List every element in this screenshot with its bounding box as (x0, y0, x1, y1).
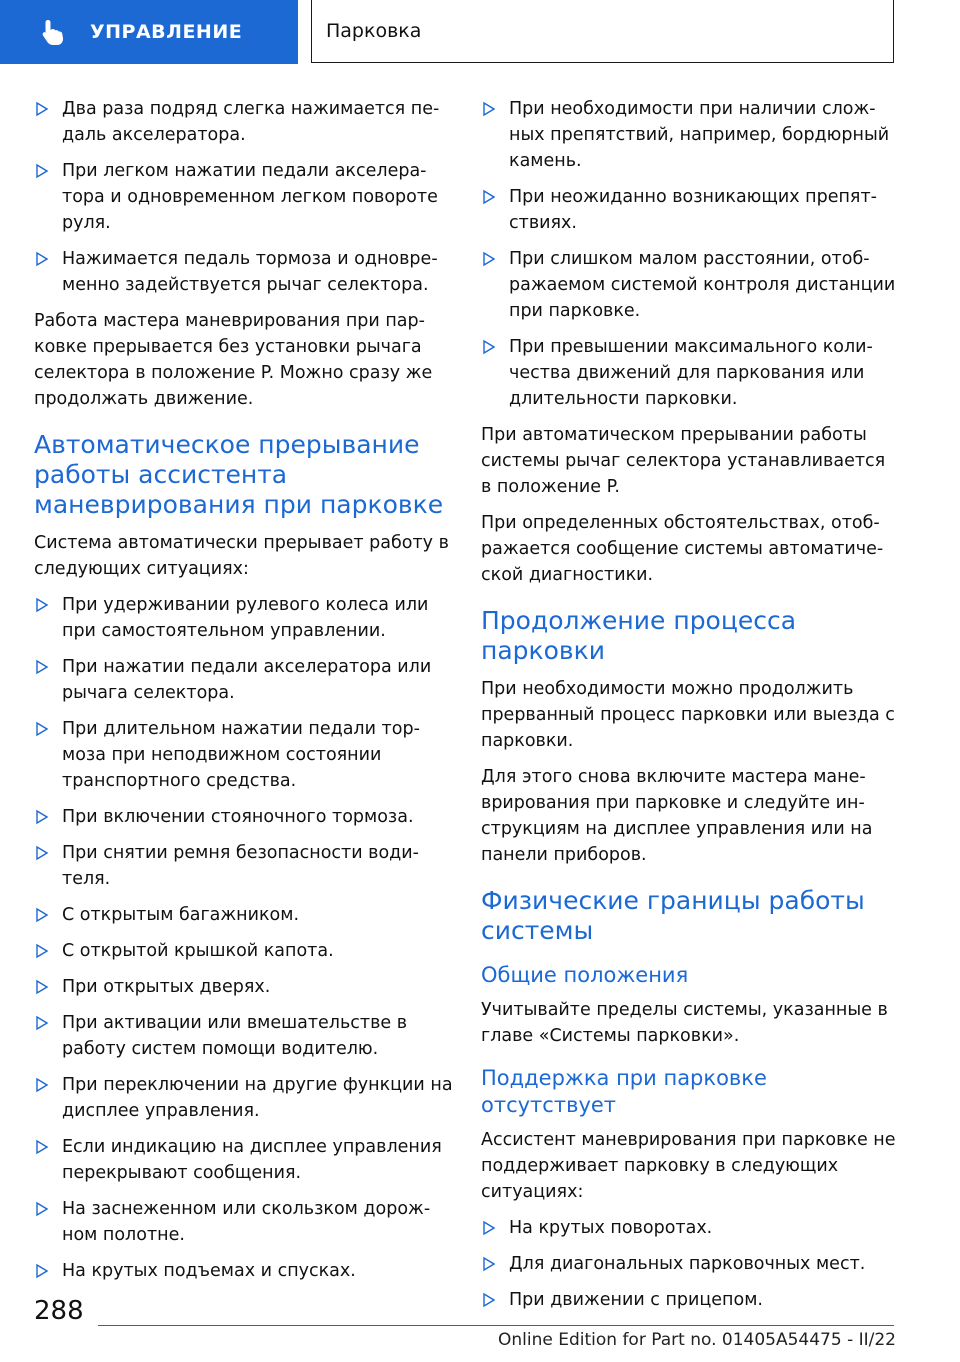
paragraph: Система автоматически прерывает работу в следующих ситуациях: (34, 533, 449, 579)
bullet-triangle-icon (483, 338, 495, 356)
bullet-triangle-icon (36, 844, 48, 862)
list-item: На крутых поворотах. (481, 1215, 901, 1241)
bullet-triangle-icon (36, 596, 48, 614)
section-heading: Физические границы работы системы (481, 886, 865, 945)
list-item: С открытой крышкой капота. (34, 938, 454, 964)
list-item: При длительном нажатии педали тормоза при неподвижном состоянии транспортного средства. (34, 716, 454, 794)
bullet-triangle-icon (36, 1138, 48, 1156)
bullet-triangle-icon (36, 1014, 48, 1032)
section-heading: Автоматическое прерывание работы ассистента маневрирования при парковке (34, 430, 444, 519)
list-item: При удерживании рулевого колеса или при самостоятельном управлении. (34, 592, 454, 644)
paragraph: Для этого снова включите мастера маневрирования при парковке и следуйте инструкциям на дисплее управления или на панели приборов. (481, 767, 873, 865)
bullet-list (481, 1215, 901, 1313)
list-item: При слишком малом расстоянии, отображаемом системой контроля дистанции при парковке. (481, 246, 901, 324)
list-item: При снятии ремня безопасности водителя. (34, 840, 454, 892)
bullet-triangle-icon (36, 1200, 48, 1218)
bullet-triangle-icon (36, 1076, 48, 1094)
bullet-triangle-icon (483, 250, 495, 268)
bullet-triangle-icon (36, 100, 48, 118)
bullet-list (34, 96, 454, 298)
list-item: При нажатии педали акселератора или рычага селектора. (34, 654, 454, 706)
list-item: При переключении на другие функции на дисплее управления. (34, 1072, 454, 1124)
bullet-triangle-icon (36, 658, 48, 676)
section-tab (0, 0, 298, 64)
subsection-heading: Поддержка при парковке отсутствует (481, 1066, 767, 1117)
list-item: Нажимается педаль тормоза и одновременно задействуется рычаг селектора. (34, 246, 454, 298)
list-item: При открытых дверях. (34, 974, 454, 1000)
paragraph: Ассистент маневрирования при парковке не поддерживает парковку в следующих ситуациях: (481, 1130, 896, 1202)
paragraph: Учитывайте пределы системы, указанные в главе «Системы парковки». (481, 1000, 888, 1046)
bullet-triangle-icon (483, 188, 495, 206)
bullet-triangle-icon (36, 720, 48, 738)
list-item: При превышении максимального количества движений для паркования или длительности парковки. (481, 334, 901, 412)
paragraph: При автоматическом прерывании работы системы рычаг селектора устанавливается в положение P. (481, 425, 886, 497)
list-item: При активации или вмешательстве в работу систем помощи водителю. (34, 1010, 454, 1062)
left-column (34, 96, 454, 1294)
list-item: При необходимости при наличии сложных препятствий, например, бордюрный камень. (481, 96, 901, 174)
bullet-triangle-icon (483, 1291, 495, 1309)
list-item: На крутых подъемах и спусках. (34, 1258, 454, 1284)
bullet-triangle-icon (36, 906, 48, 924)
list-item: Два раза подряд слегка нажимается педаль акселератора. (34, 96, 454, 148)
bullet-triangle-icon (483, 100, 495, 118)
bullet-triangle-icon (36, 808, 48, 826)
hand-pointer-icon (38, 17, 68, 47)
footer-divider (98, 1325, 894, 1326)
paragraph: При определенных обстоятельствах, отображается сообщение системы автоматической диагностики. (481, 513, 884, 585)
chapter-title: Парковка (326, 20, 422, 42)
list-item: С открытым багажником. (34, 902, 454, 928)
bullet-triangle-icon (483, 1219, 495, 1237)
subsection-heading: Общие положения (481, 963, 689, 987)
page-header (0, 0, 960, 66)
bullet-triangle-icon (36, 162, 48, 180)
page-number: 288 (34, 1296, 84, 1326)
list-item: Если индикацию на дисплее управления перекрывают сообщения. (34, 1134, 454, 1186)
list-item: При легком нажатии педали акселератора и одновременном легком повороте руля. (34, 158, 454, 236)
bullet-triangle-icon (36, 978, 48, 996)
bullet-triangle-icon (36, 250, 48, 268)
section-label: УПРАВЛЕНИЕ (90, 21, 243, 43)
list-item: При движении с прицепом. (481, 1287, 901, 1313)
list-item: Для диагональных парковочных мест. (481, 1251, 901, 1277)
paragraph: При необходимости можно продолжить прерванный процесс парковки или выезда с парковки. (481, 679, 895, 751)
bullet-triangle-icon (36, 1262, 48, 1280)
bullet-list (481, 96, 901, 412)
bullet-triangle-icon (36, 942, 48, 960)
section-heading: Продолжение процесса парковки (481, 606, 797, 665)
list-item: При неожиданно возникающих препятствиях. (481, 184, 901, 236)
bullet-triangle-icon (483, 1255, 495, 1273)
list-item: При включении стояночного тормоза. (34, 804, 454, 830)
list-item: На заснеженном или скользком дорожном полотне. (34, 1196, 454, 1248)
paragraph: Работа мастера маневрирования при парковке прерывается без установки рычага селектора в положение P. Можно сразу же продолжать движение. (34, 311, 433, 409)
right-column (481, 96, 901, 1323)
bullet-list (34, 592, 454, 1284)
edition-note: Online Edition for Part no. 01405A54475 - II/22 (497, 1330, 896, 1350)
chapter-title-box (311, 0, 894, 63)
